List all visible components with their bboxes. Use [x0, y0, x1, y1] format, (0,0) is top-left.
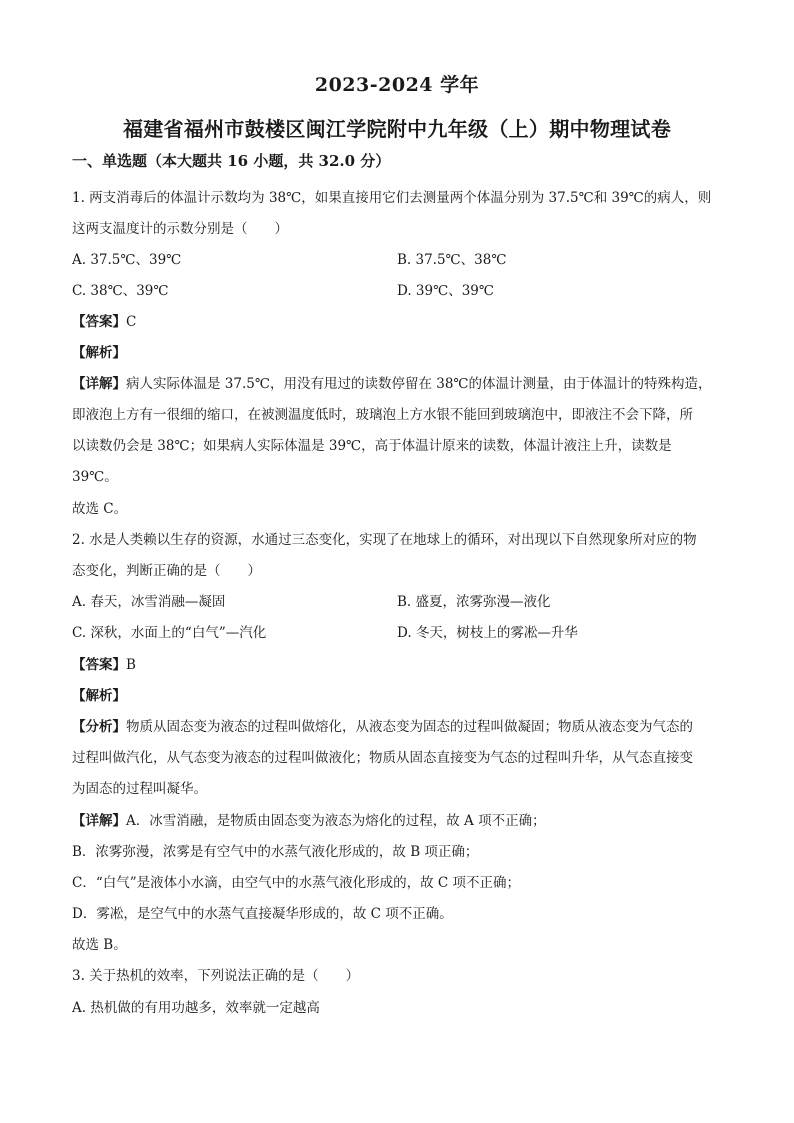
q1-detail-line-1 [72, 374, 712, 394]
q3-stem-line-1: 3. 关于热机的效率，下列说法正确的是（ ） [72, 968, 360, 984]
q2-stem-line-1: 2. 水是人类赖以生存的资源，水通过三态变化，实现了在地球上的循环，对出现以下自然现象所对应的物 [72, 532, 697, 548]
q1-detail-line-2: 即液泡上方有一很细的缩口，在被测温度低时，玻璃泡上方水银不能回到玻璃泡中，即液注不会下降，所 [72, 407, 693, 423]
q1-option-c: C. 38℃、39℃ [72, 283, 169, 299]
q3-option-a: A. 热机做的有用功越多，效率就一定越高 [72, 1000, 320, 1016]
q2-option-b: B. 盛夏，浓雾弥漫—液化 [397, 594, 551, 610]
q1-stem-line-1: 1. 两支消毒后的体温计示数均为 38℃，如果直接用它们去测量两个体温分别为 37.5℃和 39℃的病人，则 [72, 190, 712, 206]
exam-title: 福建省福州市鼓楼区闽江学院附中九年级（上）期中物理试卷 [122, 117, 672, 141]
answer-tag: 【答案】 [72, 657, 126, 673]
q2-stem-line-2: 态变化，判断正确的是（ ） [72, 563, 261, 579]
answer-value: C [126, 314, 137, 330]
q2-analysis-tag [72, 686, 126, 706]
q2-detail-line-1 [72, 811, 546, 831]
q1-option-a: A. 37.5℃、39℃ [72, 252, 182, 268]
q1-option-d: D. 39℃、39℃ [397, 283, 494, 299]
q1-answer [72, 312, 136, 332]
q2-detail-line-3: C．“白气”是液体小水滴，由空气中的水蒸气液化形成的，故 C 项不正确； [72, 875, 521, 891]
q2-option-a: A. 春天，冰雪消融—凝固 [72, 594, 226, 610]
exam-year: 2023-2024 学年 [314, 74, 480, 96]
detail-text: A．冰雪消融，是物质由固态变为液态为熔化的过程，故 A 项不正确； [126, 813, 546, 829]
answer-value: B [126, 657, 136, 673]
q2-option-c: C. 深秋，水面上的“白气”—汽化 [72, 625, 267, 641]
answer-tag: 【答案】 [72, 314, 126, 330]
q2-detail-line-4: D．雾凇，是空气中的水蒸气直接凝华形成的，故 C 项不正确。 [72, 906, 453, 922]
q1-detail-line-4: 39℃。 [72, 469, 118, 485]
analysis-tag: 【解析】 [72, 345, 126, 361]
q2-option-d: D. 冬天，树枝上的雾凇—升华 [397, 625, 578, 641]
analysis-tag: 【解析】 [72, 688, 126, 704]
q2-conclusion: 故选 B。 [72, 937, 127, 953]
q1-option-b: B. 37.5℃、38℃ [397, 252, 507, 268]
q1-detail-line-3: 以读数仍会是 38℃；如果病人实际体温是 39℃，高于体温计原来的读数，体温计液注上升，读数是 [72, 438, 672, 454]
q2-fenxi-line-3: 为固态的过程叫凝华。 [72, 781, 207, 797]
q2-answer [72, 655, 136, 675]
section-heading: 一、单选题（本大题共 16 小题，共 32.0 分） [72, 152, 391, 170]
q2-fenxi-line-2: 过程叫做汽化，从气态变为液态的过程叫做液化；物质从固态直接变为气态的过程叫升华，从气态直接变 [72, 750, 693, 766]
detail-text: 病人实际体温是 37.5℃，用没有甩过的读数停留在 38℃的体温计测量，由于体温计的特殊构造， [126, 376, 712, 392]
detail-tag: 【详解】 [72, 376, 126, 392]
q1-analysis-tag [72, 343, 126, 363]
fenxi-tag: 【分析】 [72, 719, 126, 735]
q1-conclusion: 故选 C。 [72, 501, 128, 517]
q2-detail-line-2: B．浓雾弥漫，浓雾是有空气中的水蒸气液化形成的，故 B 项正确； [72, 844, 479, 860]
q1-stem-line-2: 这两支温度计的示数分别是（ ） [72, 221, 288, 237]
detail-tag: 【详解】 [72, 813, 126, 829]
q2-fenxi-line-1 [72, 717, 693, 737]
fenxi-text: 物质从固态变为液态的过程叫做熔化，从液态变为固态的过程叫做凝固；物质从液态变为气态的 [126, 719, 693, 735]
